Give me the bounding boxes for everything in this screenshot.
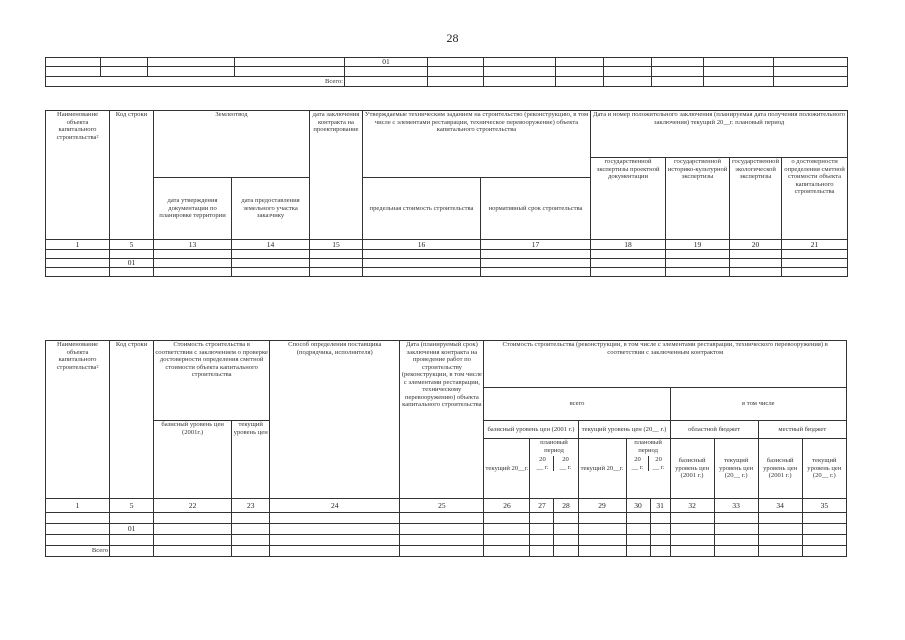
- header-cost-conclusion: Стоимость строительства в соответствии с заключением о проверке достоверности определения сметной стоимости объекта капитального строительства: [154, 341, 270, 421]
- header-current-price-level: текущий уровень цен: [232, 421, 270, 499]
- header-regional-basis-level: базисный уровень цен (2001 г.): [670, 439, 714, 499]
- header-base-price-level: базисный уровень цен (2001г.): [154, 421, 232, 499]
- header-year-g: __ г.: [652, 463, 665, 471]
- column-number: 15: [310, 240, 363, 250]
- header-year-20: 20: [539, 456, 546, 463]
- header-current-20: текущий уровень цен (20__ г.): [578, 421, 670, 439]
- header-max-cost: предельная стоимость строительства: [363, 178, 481, 240]
- header-row-code: Код строки: [110, 341, 154, 499]
- header-land-transfer-date: дата предоставления земельного участка заказчику: [232, 178, 310, 240]
- header-contract-date: дата заключения контракта на проектирование: [310, 111, 363, 240]
- column-number: 16: [363, 240, 481, 250]
- column-number: 27: [530, 499, 554, 513]
- column-number: 23: [232, 499, 270, 513]
- total-label: Всего: [46, 546, 110, 557]
- header-row-code: Код строки: [110, 111, 154, 240]
- column-number: 22: [154, 499, 232, 513]
- column-number: 25: [400, 499, 484, 513]
- column-number: 5: [110, 240, 154, 250]
- row-code: 01: [110, 524, 154, 535]
- header-estimate-reliability: о достоверности определения сметной стоимости объекта капитального строительства: [782, 158, 848, 240]
- header-ecological-expertise: государственной экологической экспертизы: [730, 158, 782, 240]
- header-year-g: __ г.: [559, 463, 572, 471]
- column-number: 31: [650, 499, 670, 513]
- header-cultural-expertise: государственной историко-культурной экспертизы: [666, 158, 730, 240]
- header-contract-date: Дата (планируемый срок) заключения контракта на проведение работ по строительству (реконструкции, в том числе с элементами реставрации, техническому перевооружению) объекта капитального строительства: [400, 341, 484, 499]
- column-number: 5: [110, 499, 154, 513]
- header-current-year: текущий 20__г.: [578, 439, 626, 499]
- header-local-budget: местный бюджет: [758, 421, 846, 439]
- header-planned-period: [530, 439, 578, 499]
- column-number: 33: [714, 499, 758, 513]
- header-land-allotment: Землеотвод: [154, 111, 310, 178]
- column-number: 17: [481, 240, 591, 250]
- header-local-basis-level: базисный уровень цен (2001 г.): [758, 439, 802, 499]
- header-state-expertise: государственной экспертизы проектной документации: [591, 158, 666, 240]
- column-number: 28: [554, 499, 578, 513]
- header-object-name: Наименование объекта капитального строительства²: [46, 341, 110, 499]
- column-number: 34: [758, 499, 802, 513]
- header-planned-label: плановый период: [540, 439, 568, 454]
- column-number: 20: [730, 240, 782, 250]
- header-including: в том числе: [670, 388, 846, 421]
- row-code: 01: [110, 259, 154, 268]
- header-planning-date: дата утверждения документации по планировке территории: [154, 178, 232, 240]
- header-year-g: __ г.: [631, 463, 644, 471]
- column-number: 35: [802, 499, 846, 513]
- header-year-20: 20: [562, 456, 569, 463]
- column-number: 21: [782, 240, 848, 250]
- header-regional-current-level: текущий уровень цен (20__ г.): [714, 439, 758, 499]
- header-regional-budget: областной бюджет: [670, 421, 758, 439]
- total-label: Всего:: [46, 77, 345, 87]
- header-year-20: 20: [655, 456, 662, 463]
- page-number: 28: [446, 31, 459, 45]
- header-supplier-method: Способ определения поставщика (подрядчика, исполнителя): [270, 341, 400, 499]
- header-planned-period: [626, 439, 670, 499]
- header-planned-label: плановый период: [634, 439, 662, 454]
- column-number: 1: [46, 240, 110, 250]
- header-total: всего: [484, 388, 670, 421]
- header-norm-term: нормативный срок строительства: [481, 178, 591, 240]
- column-number: 1: [46, 499, 110, 513]
- column-number: 19: [666, 240, 730, 250]
- column-number: 24: [270, 499, 400, 513]
- header-approved-task: Утверждаемые техническим заданием на строительство (реконструкцию, в том числе с элементами реставрации, техническое перевооружение) объекта капитального строительства: [363, 111, 591, 178]
- column-number: 29: [578, 499, 626, 513]
- header-contract-cost: Стоимость строительства (реконструкции, в том числе с элементами реставрации, технического перевооружения) в соответствии с заключенным контрактом: [484, 341, 847, 388]
- header-base-2001: базисный уровень цен (2001 г.): [484, 421, 578, 439]
- header-year-g: __ г.: [536, 463, 549, 471]
- column-number: 26: [484, 499, 530, 513]
- header-year-20: 20: [634, 456, 641, 463]
- column-number: 18: [591, 240, 666, 250]
- column-number: 13: [154, 240, 232, 250]
- column-number: 14: [232, 240, 310, 250]
- column-number: 32: [670, 499, 714, 513]
- construction-table-2: [45, 340, 847, 557]
- construction-table-1: [45, 110, 848, 277]
- header-positive-conclusion: Дата и номер положительного заключения (планируемая дата получения положительного заключения) текущий 20__г. плановый период: [591, 111, 848, 158]
- header-local-current-level: текущий уровень цен (20__ г.): [802, 439, 846, 499]
- column-number: 30: [626, 499, 650, 513]
- header-object-name: Наименование объекта капитального строительства²: [46, 111, 110, 240]
- row-code: 01: [345, 58, 428, 67]
- previous-table-fragment: [45, 57, 848, 87]
- header-current-year: текущий 20__г.: [484, 439, 530, 499]
